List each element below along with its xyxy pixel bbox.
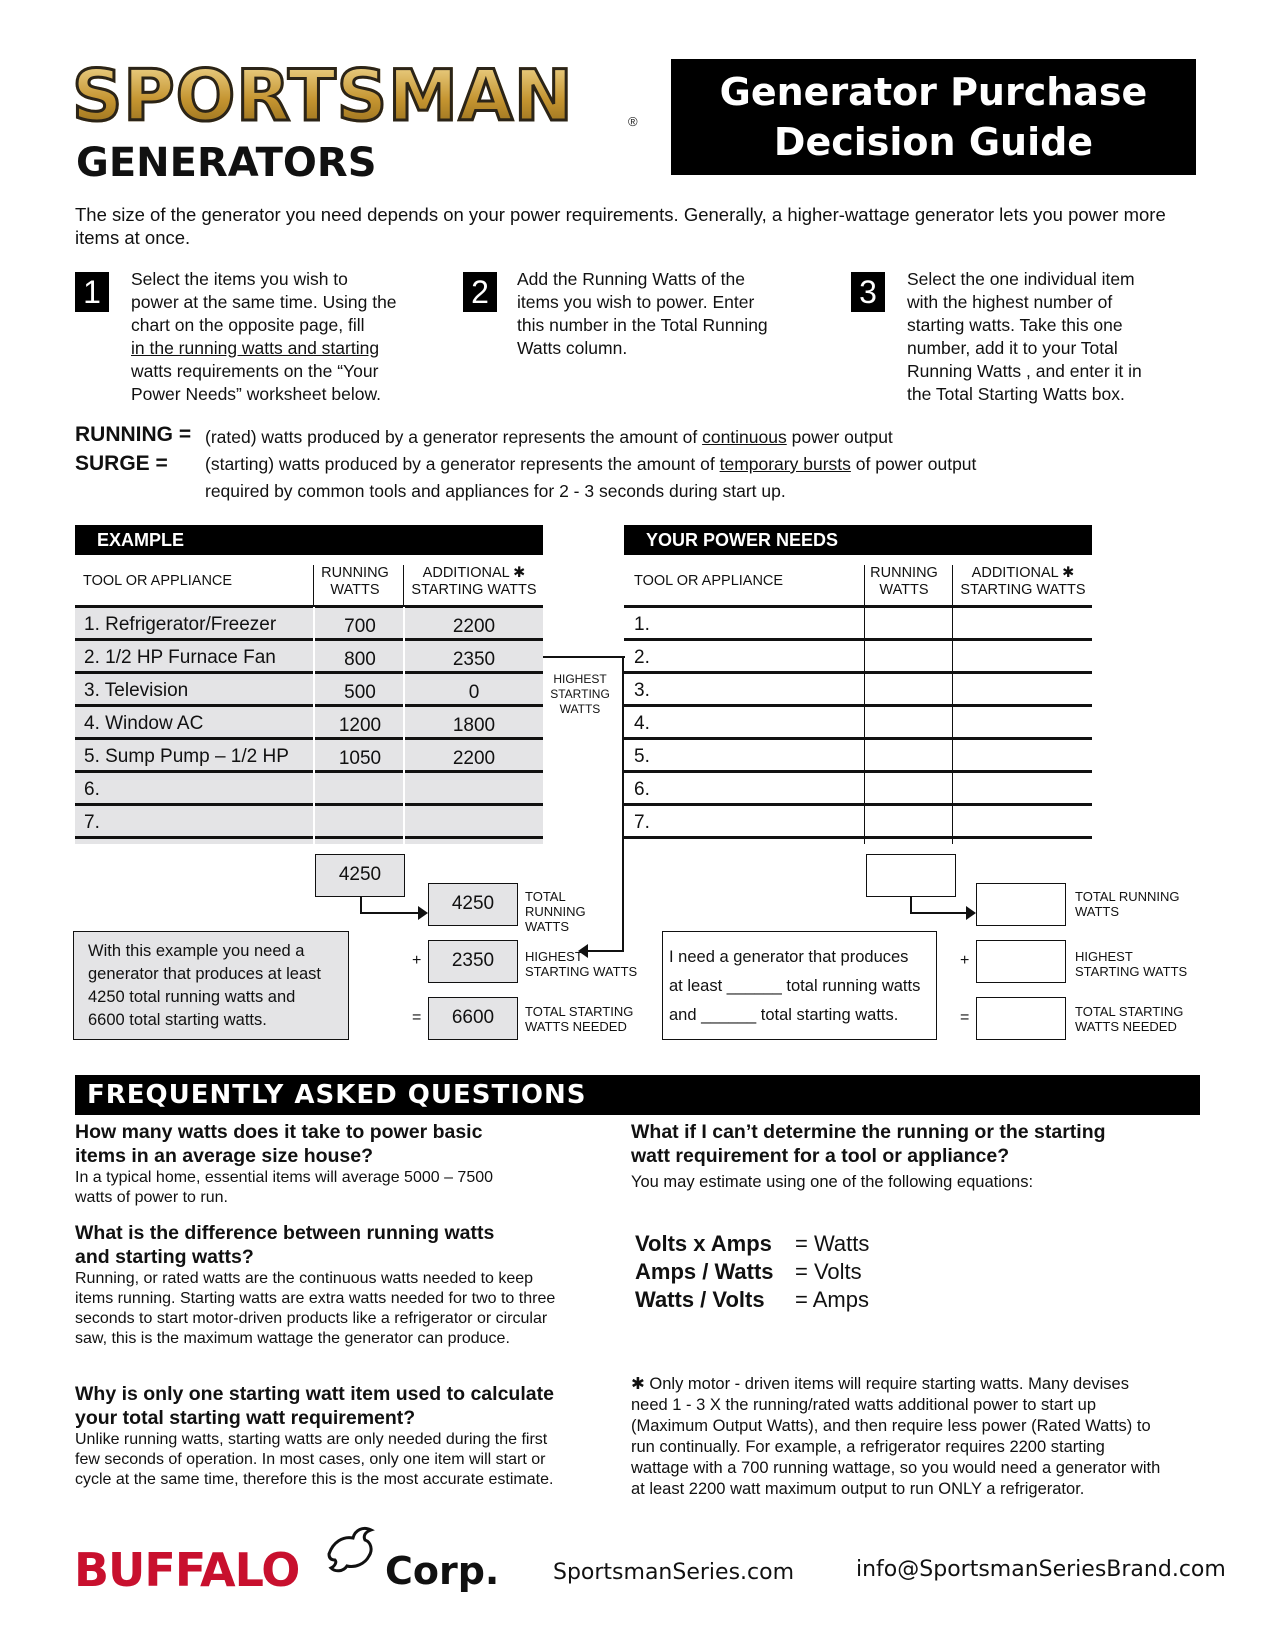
your-power-needs-header: YOUR POWER NEEDS [624, 525, 1092, 555]
step-3-text: Select the one individual item with the highest number of starting watts. Take this one number, add it to your Total Running Watts , and enter it in the Total Starting Watts box. [907, 269, 1142, 404]
col-running: RUNNING WATTS [321, 565, 389, 598]
row-divider [75, 836, 543, 839]
running-term: RUNNING = [75, 423, 192, 446]
row-divider [624, 671, 1092, 674]
row-divider [624, 704, 1092, 707]
connector-line [543, 656, 625, 658]
label-total-running: TOTAL RUNNING WATTS [525, 889, 586, 934]
email-link[interactable]: info@SportsmanSeriesBrand.com [856, 1557, 1226, 1582]
example-row-item: 7. [84, 812, 100, 833]
your-column-headers [624, 555, 1092, 607]
example-row-starting: 2200 [452, 748, 496, 769]
faq-header: FREQUENTLY ASKED QUESTIONS [75, 1075, 1200, 1115]
step-2-number: 2 [463, 272, 497, 312]
corp-text: Corp. [385, 1549, 500, 1593]
plus-sign: + [412, 952, 422, 969]
example-total-starting: 6600 [428, 997, 518, 1040]
example-row-starting: 2350 [452, 649, 496, 670]
example-row-item: 2. 1/2 HP Furnace Fan [84, 647, 276, 668]
row-divider [75, 737, 543, 740]
col-tool: TOOL OR APPLIANCE [634, 573, 784, 589]
example-row-running: 500 [344, 682, 376, 703]
surge-definition-line-2: required by common tools and appliances for 2 - 3 seconds during start up. [205, 481, 786, 501]
label-total-starting: TOTAL STARTING WATTS NEEDED [525, 1004, 634, 1034]
row-divider [75, 671, 543, 674]
intro-text: The size of the generator you need depends on your power requirements. Generally, a higher-wattage generator lets you power more items at once. [75, 204, 1166, 248]
step-1-text: Select the items you wish to power at the same time. Using the chart on the opposite page, fill in the running watts and starting watts requirements on the “Your Power Needs” worksheet below. [131, 269, 397, 404]
page-title [671, 59, 1196, 175]
your-total-running-box[interactable] [976, 883, 1066, 926]
registered-mark: ® [628, 114, 638, 129]
title-line-1: Generator Purchase [719, 70, 1148, 114]
sportsman-logo: SPORTSMAN [72, 55, 574, 137]
faq-item-4: What if I can’t determine the running or the starting watt requirement for a tool or appliance? You may estimate using one of the following equations: [631, 1121, 1106, 1191]
faq-item-1: How many watts does it take to power basic items in an average size house? In a typical home, essential items will average 5000 – 7500 watts of power to run. [75, 1121, 494, 1206]
example-header: EXAMPLE [75, 525, 543, 555]
example-row-item: 5. Sump Pump – 1/2 HP [84, 746, 289, 767]
your-label-total-running: TOTAL RUNNING WATTS [1075, 889, 1180, 919]
example-row-starting: 0 [468, 682, 480, 703]
col-starting: ADDITIONAL ✱ STARTING WATTS [411, 565, 537, 598]
example-column-headers [75, 555, 543, 607]
your-statement: I need a generator that produces at least ______ total running watts and ______ total starting watts. [662, 931, 937, 1040]
your-row-item[interactable]: 2. [634, 647, 650, 668]
title-line-2: Decision Guide [773, 120, 1094, 164]
arrow-head [966, 906, 976, 920]
surge-term: SURGE = [75, 452, 168, 475]
your-row-item[interactable]: 7. [634, 812, 650, 833]
your-label-highest-starting: HIGHEST STARTING WATTS [1075, 949, 1188, 979]
your-row-item[interactable]: 5. [634, 746, 650, 767]
row-divider [75, 638, 543, 641]
surge-definition: (starting) watts produced by a generator represents the amount of temporary bursts of power output [205, 454, 977, 474]
buffalo-icon [325, 1524, 377, 1574]
example-row-running: 1050 [338, 748, 382, 769]
row-divider [624, 770, 1092, 773]
example-row-starting: 1800 [452, 715, 496, 736]
starting-watts-note: ✱ Only motor - driven items will require starting watts. Many devises need 1 - 3 X the running/rated watts additional power to start up (Maximum Output Watts), and then require less power (Rated Watts) to run continually. For example, a refrigerator requires 2200 starting wattage with a 700 running wattage, so you would need a generator with at least 2200 watt maximum output to run ONLY a refrigerator. [631, 1375, 1161, 1498]
your-row-item[interactable]: 1. [634, 614, 650, 635]
col-running: RUNNING WATTS [870, 565, 938, 598]
your-running-sum-box[interactable] [866, 854, 956, 897]
website-link[interactable]: SportsmanSeries.com [553, 1560, 795, 1585]
step-3-number: 3 [851, 272, 885, 312]
row-divider [75, 770, 543, 773]
example-row-item: 1. Refrigerator/Freezer [84, 614, 277, 635]
your-row-item[interactable]: 3. [634, 680, 650, 701]
example-row-item: 4. Window AC [84, 713, 204, 734]
buffalo-logo: BUFFALO [74, 1543, 300, 1597]
row-divider [624, 836, 1092, 839]
highest-starting-label: HIGHEST STARTING WATTS [550, 672, 610, 716]
your-row-item[interactable]: 4. [634, 713, 650, 734]
row-divider [624, 803, 1092, 806]
your-highest-starting-box[interactable] [976, 940, 1066, 983]
example-total-running: 4250 [428, 883, 518, 926]
example-row-running: 800 [344, 649, 376, 670]
example-summary: With this example you need a generator that produces at least 4250 total running watts and 6600 total starting watts. [73, 931, 349, 1040]
equations: Volts x Amps = Watts Amps / Watts = Volts Watts / Volts = Amps [635, 1231, 870, 1312]
plus-sign: + [960, 952, 970, 969]
your-row-item[interactable]: 6. [634, 779, 650, 800]
faq-item-3: Why is only one starting watt item used to calculate your total starting watt requirement? Unlike running watts, starting watts are only needed during the first few seconds of operation. In most cases, only one item will start or cycle at the same time, therefore this is the most accurate estimate. [75, 1383, 554, 1488]
your-label-total-starting: TOTAL STARTING WATTS NEEDED [1075, 1004, 1184, 1034]
brand-subtitle: GENERATORS [76, 140, 377, 186]
example-row-running: 1200 [338, 715, 382, 736]
row-divider [624, 737, 1092, 740]
step-1-number: 1 [75, 272, 109, 312]
arrow-head [418, 906, 428, 920]
faq-item-2: What is the difference between running watts and starting watts? Running, or rated watts are the continuous watts needed to keep items running. Starting watts are extra watts needed for two to three seconds to start motor-driven products like a refrigerator or circular saw, this is the maximum wattage the generator can produce. [75, 1222, 556, 1347]
equals-sign: = [412, 1009, 422, 1026]
example-highest-starting: 2350 [428, 940, 518, 983]
col-tool: TOOL OR APPLIANCE [83, 573, 233, 589]
equals-sign: = [960, 1009, 970, 1026]
example-row-item: 3. Television [84, 680, 189, 701]
your-total-starting-box[interactable] [976, 997, 1066, 1040]
example-row-running: 700 [344, 616, 376, 637]
row-divider [624, 638, 1092, 641]
step-2-text: Add the Running Watts of the items you wish to power. Enter this number in the Total Running Watts column. [517, 269, 768, 358]
example-row-starting: 2200 [452, 616, 496, 637]
col-starting: ADDITIONAL ✱ STARTING WATTS [960, 565, 1086, 598]
running-definition: (rated) watts produced by a generator represents the amount of continuous power output [205, 427, 893, 447]
label-highest-starting: HIGHEST STARTING WATTS [525, 949, 638, 979]
row-divider [75, 803, 543, 806]
row-divider [75, 704, 543, 707]
example-row-item: 6. [84, 779, 100, 800]
example-running-sum: 4250 [315, 854, 405, 897]
